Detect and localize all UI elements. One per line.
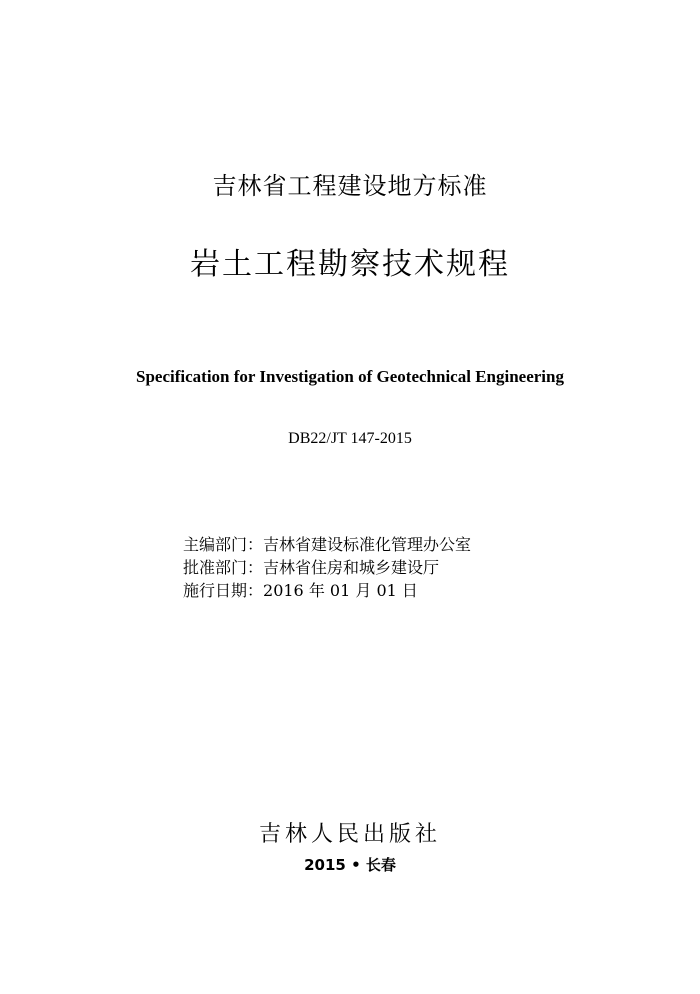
info-label: 批准部门： bbox=[183, 558, 264, 577]
info-label: 施行日期： bbox=[183, 581, 264, 600]
info-value: 2016 年 01 月 01 日 bbox=[263, 581, 418, 600]
info-block bbox=[183, 533, 471, 602]
series-title: 吉林省工程建设地方标准 bbox=[212, 172, 488, 200]
info-row-approver bbox=[183, 556, 471, 579]
info-label: 主编部门： bbox=[183, 535, 264, 554]
info-value: 吉林省住房和城乡建设厅 bbox=[263, 558, 440, 577]
publication-year-city: 2015 • 长春 bbox=[304, 856, 396, 874]
publisher-name: 吉林人民出版社 bbox=[258, 822, 441, 847]
info-row-editor bbox=[183, 533, 471, 556]
info-value: 吉林省建设标准化管理办公室 bbox=[263, 535, 472, 554]
info-row-effective-date bbox=[183, 579, 471, 602]
standard-code: DB22/JT 147-2015 bbox=[288, 430, 412, 447]
english-title: Specification for Investigation of Geotechnical Engineering bbox=[136, 367, 564, 386]
main-title: 岩土工程勘察技术规程 bbox=[190, 247, 510, 282]
